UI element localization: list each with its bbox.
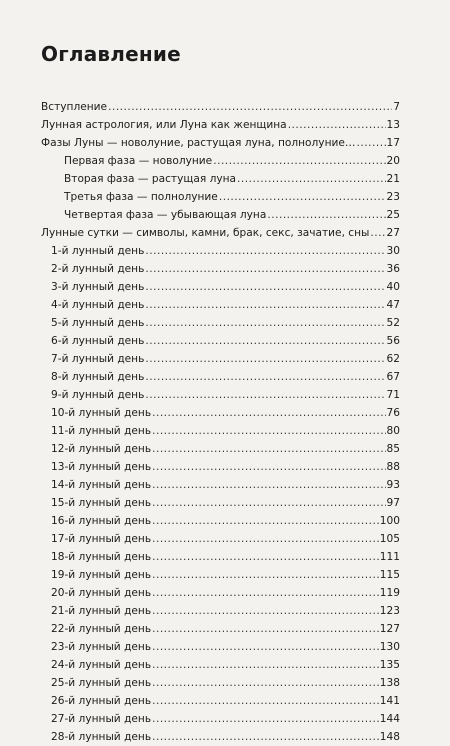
toc-page-number: 111 — [379, 551, 400, 563]
toc-entry — [41, 530, 400, 548]
toc-page-number: 105 — [379, 533, 400, 545]
toc-entry-label: 27-й лунный день — [51, 713, 152, 725]
toc-entry — [41, 710, 400, 728]
toc-page-number: 127 — [379, 623, 400, 635]
toc-entry-label: 8-й лунный день — [51, 371, 145, 383]
toc-entry — [41, 674, 400, 692]
toc-entry — [41, 692, 400, 710]
dot-leader — [108, 98, 392, 116]
toc-entry-label: Лунные сутки — символы, камни, брак, секс, зачатие, сны — [41, 227, 370, 239]
toc-entry-label: 5-й лунный день — [51, 317, 145, 329]
toc-entry — [41, 134, 400, 152]
toc-entry-label: 28-й лунный день — [51, 731, 152, 743]
toc-entry-label: 23-й лунный день — [51, 641, 152, 653]
dot-leader — [145, 314, 385, 332]
toc-page-number: 62 — [386, 353, 400, 365]
dot-leader — [145, 278, 385, 296]
toc-page-number: 20 — [386, 155, 400, 167]
toc-page-number: 141 — [379, 695, 400, 707]
toc-entry — [41, 260, 400, 278]
toc-entry — [41, 440, 400, 458]
toc-entry-label: 20-й лунный день — [51, 587, 152, 599]
dot-leader — [152, 584, 379, 602]
dot-leader — [152, 620, 379, 638]
toc-page-number: 85 — [386, 443, 400, 455]
toc-entry — [41, 476, 400, 494]
toc-entry-label: Лунная астрология, или Луна как женщина — [41, 119, 287, 131]
dot-leader — [152, 476, 385, 494]
toc-entry-label: Четвертая фаза — убывающая луна — [64, 209, 267, 221]
toc-page-number: 30 — [386, 245, 400, 257]
toc-entry-label: Фазы Луны — новолуние, растущая луна, полнолуние… — [41, 137, 356, 149]
dot-leader — [145, 332, 385, 350]
toc-entry — [41, 494, 400, 512]
toc-entry — [41, 620, 400, 638]
toc-page-number: 47 — [386, 299, 400, 311]
dot-leader — [152, 602, 379, 620]
toc-page-number: 138 — [379, 677, 400, 689]
toc-entry-label: 6-й лунный день — [51, 335, 145, 347]
toc-page-number: 25 — [386, 209, 400, 221]
toc-entry-label: 9-й лунный день — [51, 389, 145, 401]
dot-leader — [145, 242, 385, 260]
toc-page-number: 23 — [386, 191, 400, 203]
toc-entry — [41, 332, 400, 350]
toc-entry-label: 15-й лунный день — [51, 497, 152, 509]
toc-page-number: 100 — [379, 515, 400, 527]
toc-page-number: 13 — [386, 119, 400, 131]
toc-entry — [41, 116, 400, 134]
toc-entry-label: 13-й лунный день — [51, 461, 152, 473]
dot-leader — [152, 530, 379, 548]
toc-entry — [41, 548, 400, 566]
table-of-contents — [41, 98, 400, 746]
dot-leader — [357, 134, 386, 152]
toc-page-number: 40 — [386, 281, 400, 293]
toc-entry — [41, 584, 400, 602]
toc-entry — [41, 422, 400, 440]
toc-page-number: 76 — [386, 407, 400, 419]
dot-leader — [152, 692, 379, 710]
dot-leader — [152, 458, 385, 476]
toc-page-number: 119 — [379, 587, 400, 599]
toc-page-number: 144 — [379, 713, 400, 725]
toc-page-number: 88 — [386, 461, 400, 473]
toc-entry — [41, 314, 400, 332]
toc-entry — [41, 188, 400, 206]
toc-entry — [41, 170, 400, 188]
toc-page-number: 115 — [379, 569, 400, 581]
toc-entry — [41, 404, 400, 422]
dot-leader — [145, 296, 385, 314]
toc-entry — [41, 350, 400, 368]
toc-entry-label: 12-й лунный день — [51, 443, 152, 455]
toc-page-number: 123 — [379, 605, 400, 617]
toc-entry-label: 14-й лунный день — [51, 479, 152, 491]
toc-entry-label: 2-й лунный день — [51, 263, 145, 275]
toc-page-number: 36 — [386, 263, 400, 275]
dot-leader — [152, 710, 379, 728]
toc-page-number: 130 — [379, 641, 400, 653]
toc-page-number: 7 — [393, 101, 400, 113]
dot-leader — [237, 170, 385, 188]
dot-leader — [152, 404, 385, 422]
dot-leader — [219, 188, 386, 206]
toc-entry-label: 25-й лунный день — [51, 677, 152, 689]
toc-entry — [41, 656, 400, 674]
dot-leader — [213, 152, 385, 170]
toc-entry — [41, 296, 400, 314]
toc-entry — [41, 242, 400, 260]
toc-entry — [41, 152, 400, 170]
dot-leader — [152, 728, 379, 746]
toc-page-number: 71 — [386, 389, 400, 401]
toc-entry-label: Первая фаза — новолуние — [64, 155, 213, 167]
dot-leader — [145, 368, 385, 386]
dot-leader — [288, 116, 386, 134]
toc-page-number: 17 — [386, 137, 400, 149]
dot-leader — [152, 422, 385, 440]
toc-entry — [41, 638, 400, 656]
toc-entry-label: 17-й лунный день — [51, 533, 152, 545]
toc-entry — [41, 98, 400, 116]
toc-entry-label: 1-й лунный день — [51, 245, 145, 257]
toc-page-number: 27 — [386, 227, 400, 239]
toc-entry-label: Вторая фаза — растущая луна — [64, 173, 237, 185]
dot-leader — [267, 206, 385, 224]
dot-leader — [152, 548, 379, 566]
dot-leader — [152, 494, 385, 512]
dot-leader — [152, 674, 379, 692]
toc-entry — [41, 386, 400, 404]
toc-entry-label: 18-й лунный день — [51, 551, 152, 563]
dot-leader — [152, 512, 379, 530]
page-title: Оглавление — [41, 42, 181, 66]
toc-entry-label: 11-й лунный день — [51, 425, 152, 437]
toc-entry — [41, 278, 400, 296]
toc-entry — [41, 566, 400, 584]
toc-page-number: 80 — [386, 425, 400, 437]
toc-entry-label: 10-й лунный день — [51, 407, 152, 419]
toc-entry-label: 16-й лунный день — [51, 515, 152, 527]
dot-leader — [152, 440, 385, 458]
toc-entry-label: 19-й лунный день — [51, 569, 152, 581]
toc-entry — [41, 224, 400, 242]
toc-page-number: 67 — [386, 371, 400, 383]
toc-entry-label: Вступление — [41, 101, 108, 113]
toc-entry — [41, 368, 400, 386]
toc-page-number: 148 — [379, 731, 400, 743]
toc-entry — [41, 602, 400, 620]
toc-page-number: 97 — [386, 497, 400, 509]
toc-page-number: 56 — [386, 335, 400, 347]
toc-entry-label: 24-й лунный день — [51, 659, 152, 671]
toc-entry-label: 22-й лунный день — [51, 623, 152, 635]
dot-leader — [145, 350, 385, 368]
toc-entry-label: 3-й лунный день — [51, 281, 145, 293]
dot-leader — [152, 656, 379, 674]
dot-leader — [145, 386, 385, 404]
toc-page-number: 52 — [386, 317, 400, 329]
dot-leader — [145, 260, 385, 278]
toc-entry-label: 4-й лунный день — [51, 299, 145, 311]
toc-entry — [41, 458, 400, 476]
toc-entry — [41, 728, 400, 746]
dot-leader — [152, 638, 379, 656]
toc-entry-label: Третья фаза — полнолуние — [64, 191, 218, 203]
dot-leader — [370, 224, 385, 242]
dot-leader — [152, 566, 379, 584]
toc-entry-label: 21-й лунный день — [51, 605, 152, 617]
toc-entry — [41, 512, 400, 530]
toc-page-number: 21 — [386, 173, 400, 185]
toc-entry — [41, 206, 400, 224]
toc-page-number: 93 — [386, 479, 400, 491]
toc-entry-label: 7-й лунный день — [51, 353, 145, 365]
toc-page-number: 135 — [379, 659, 400, 671]
toc-entry-label: 26-й лунный день — [51, 695, 152, 707]
